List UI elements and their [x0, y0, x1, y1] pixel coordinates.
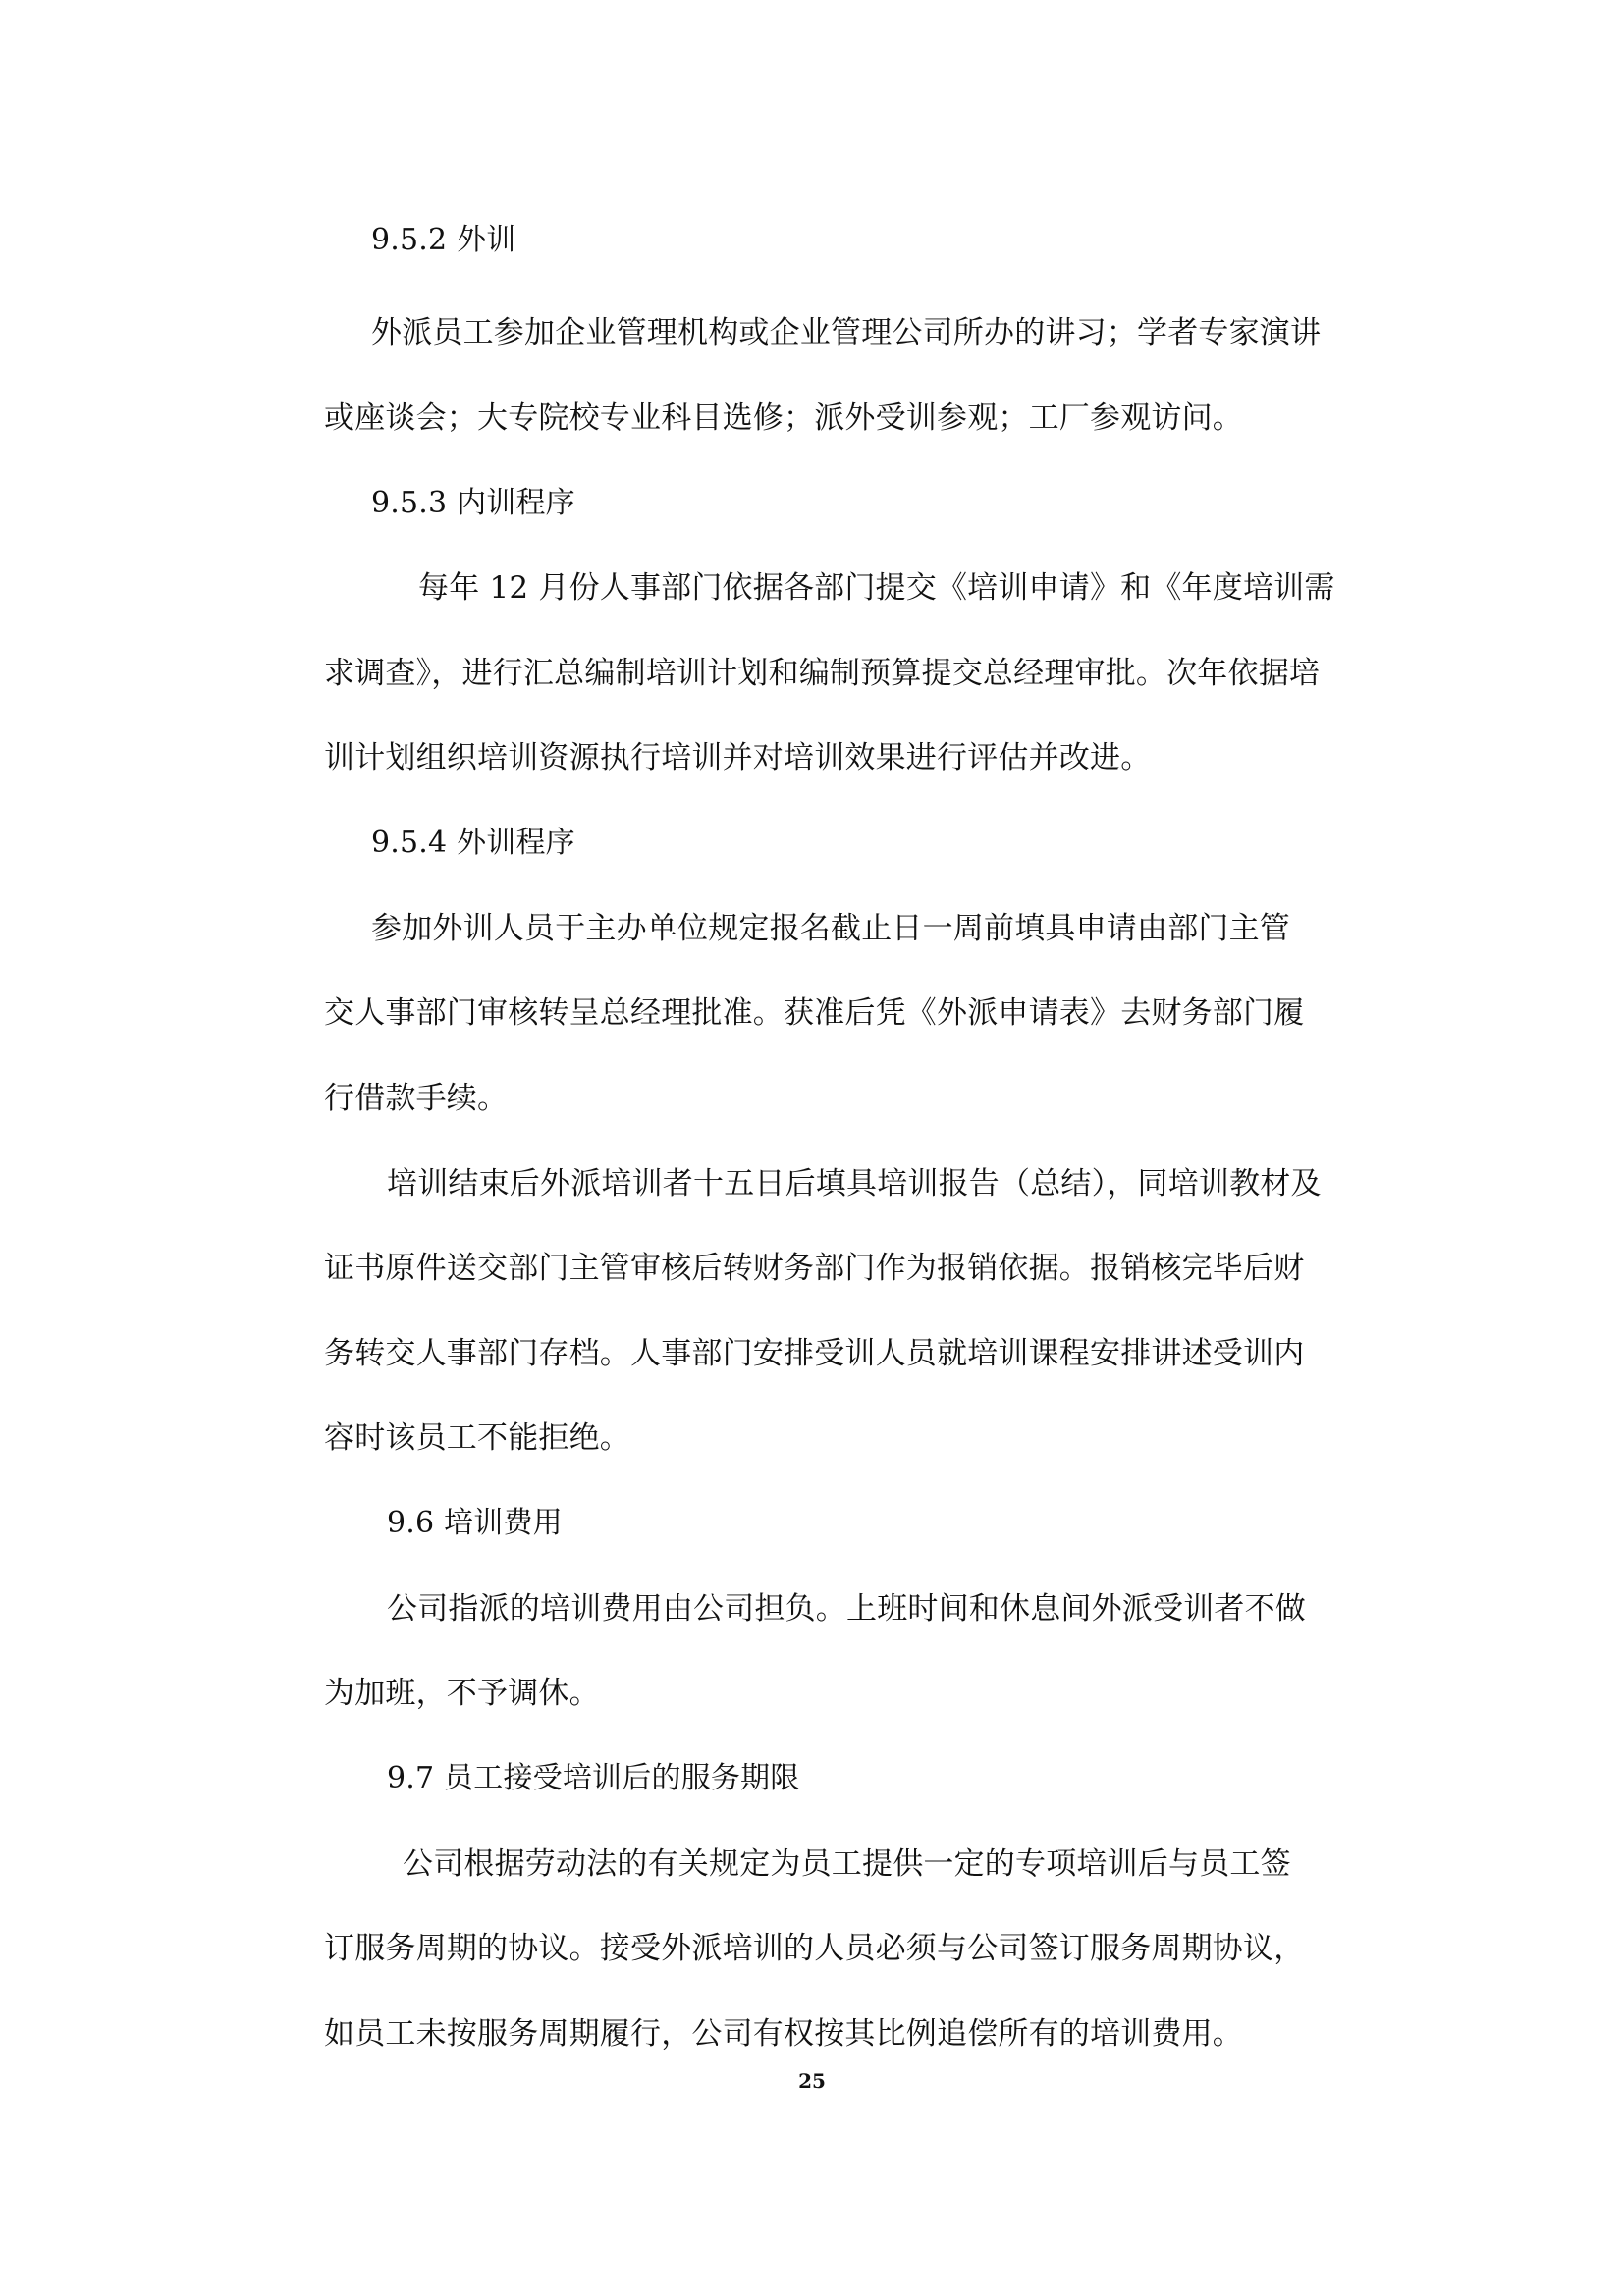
- section-heading-9-7: 9.7 员工接受培训后的服务期限: [387, 1761, 800, 1795]
- paragraph-line: 训计划组织培训资源执行培训并对培训效果进行评估并改进。: [324, 740, 1152, 775]
- paragraph-line: 交人事部门审核转呈总经理批准。获准后凭《外派申请表》去财务部门履: [324, 995, 1305, 1031]
- section-heading-9-6: 9.6 培训费用: [387, 1506, 563, 1540]
- paragraph-line: 订服务周期的协议。接受外派培训的人员必须与公司签订服务周期协议，: [324, 1931, 1305, 1966]
- paragraph-line: 务转交人事部门存档。人事部门安排受训人员就培训课程安排讲述受训内: [324, 1336, 1305, 1371]
- paragraph-line: 外派员工参加企业管理机构或企业管理公司所办的讲习；学者专家演讲: [371, 315, 1322, 350]
- paragraph-line: 证书原件送交部门主管审核后转财务部门作为报销依据。报销核完毕后财: [324, 1251, 1305, 1286]
- paragraph-line: 行借款手续。: [324, 1081, 509, 1116]
- paragraph-line: 容时该员工不能拒绝。: [324, 1420, 630, 1456]
- paragraph-line: 公司指派的培训费用由公司担负。上班时间和休息间外派受训者不做: [387, 1591, 1306, 1627]
- paragraph-line: 培训结束后外派培训者十五日后填具培训报告（总结），同培训教材及: [387, 1166, 1322, 1201]
- page-number: 25: [798, 2069, 826, 2093]
- paragraph-line: 公司根据劳动法的有关规定为员工提供一定的专项培训后与员工签: [403, 1846, 1291, 1882]
- paragraph-line: 如员工未按服务周期履行，公司有权按其比例追偿所有的培训费用。: [324, 2016, 1243, 2052]
- paragraph-line: 参加外训人员于主办单位规定报名截止日一周前填具申请由部门主管: [371, 911, 1290, 946]
- paragraph-line: 每年 12 月份人事部门依据各部门提交《培训申请》和《年度培训需: [418, 570, 1335, 606]
- section-heading-9-5-2: 9.5.2 外训: [371, 223, 516, 257]
- paragraph-line: 或座谈会；大专院校专业科目选修；派外受训参观；工厂参观访问。: [324, 400, 1243, 436]
- section-heading-9-5-3: 9.5.3 内训程序: [371, 486, 575, 520]
- section-heading-9-5-4: 9.5.4 外训程序: [371, 826, 575, 860]
- paragraph-line: 为加班，不予调休。: [324, 1676, 600, 1711]
- paragraph-line: 求调查》，进行汇总编制培训计划和编制预算提交总经理审批。次年依据培: [324, 656, 1321, 691]
